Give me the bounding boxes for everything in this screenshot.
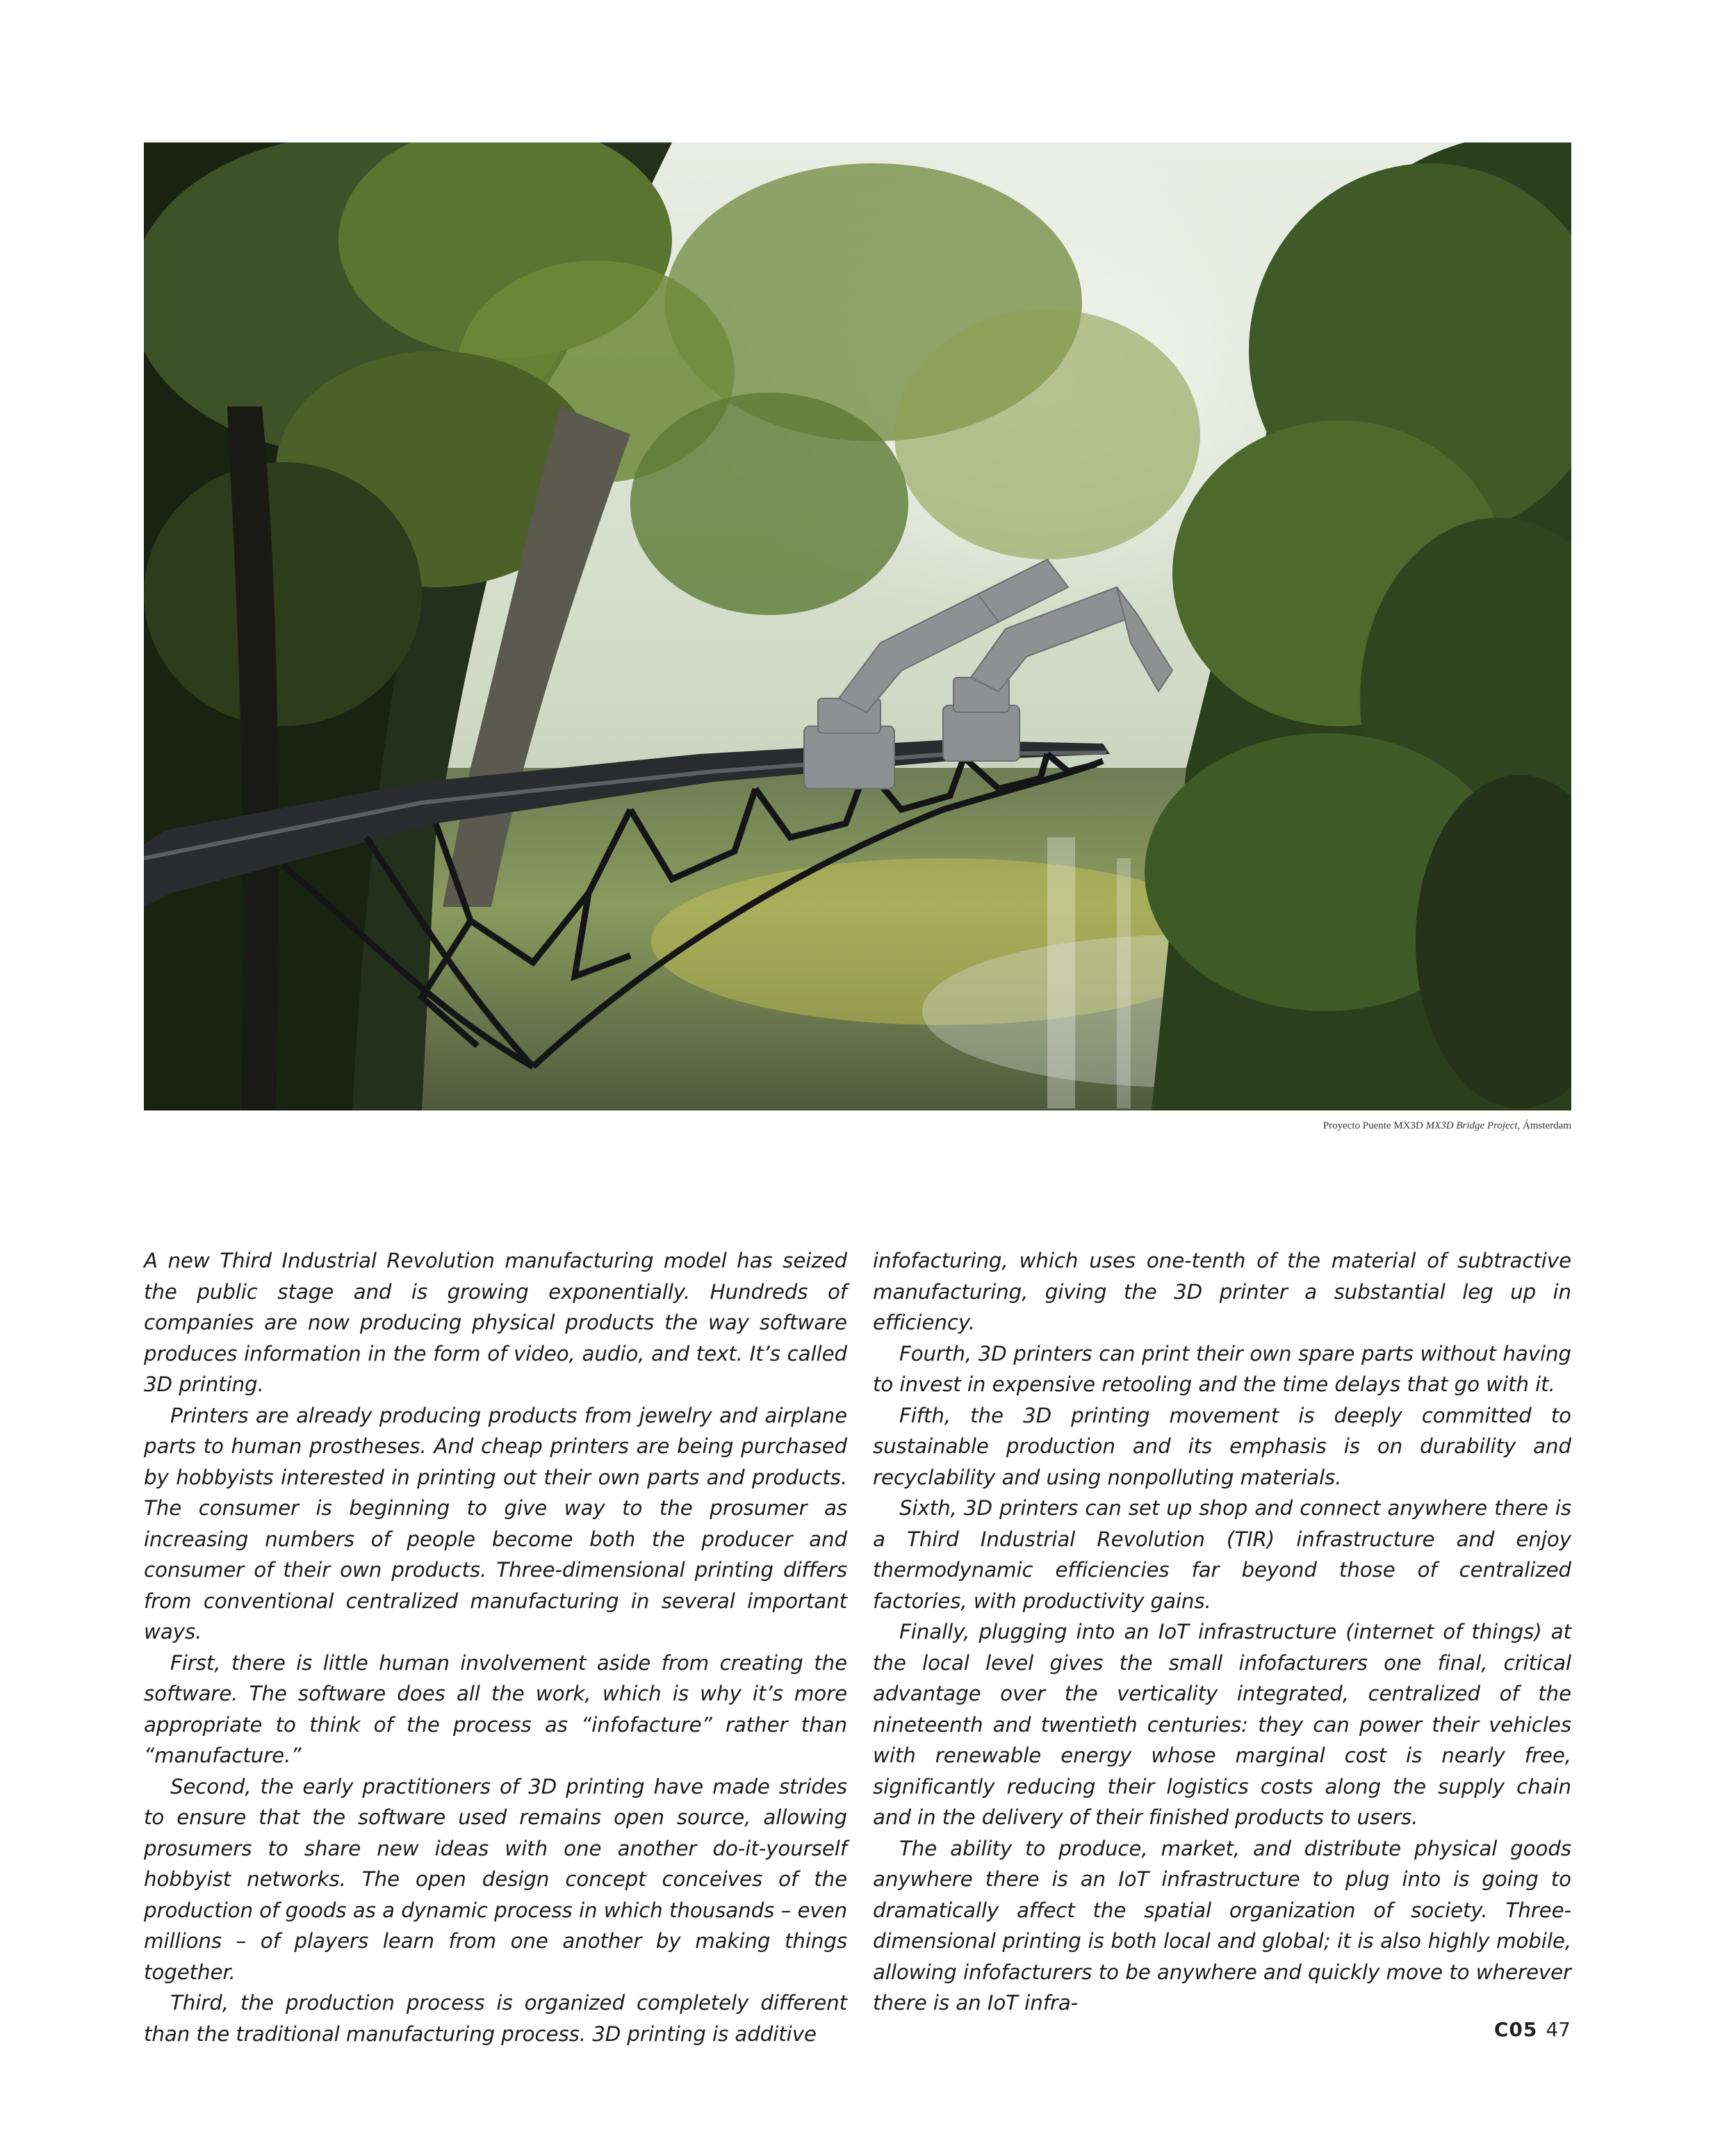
paragraph: Third, the production process is organized completely different than the traditional manufacturing process. 3D printing is additive [144, 1991, 847, 2046]
page-number: 47 [1546, 2018, 1571, 2041]
caption-prefix: Proyecto Puente MX3D [1323, 1120, 1426, 1131]
page-folio [1494, 2018, 1571, 2041]
photo-caption [1323, 1120, 1571, 1132]
paragraph: Fourth, 3D printers can print their own spare parts without having to invest in expensive retooling and the time delays that go with it. [873, 1341, 1571, 1396]
paragraph: Sixth, 3D printers can set up shop and connect anywhere there is a Third Industrial Revolution (TIR) infrastructure and enjoy thermodynamic efficiencies far beyond those of centralized factories, with productivity gains. [873, 1496, 1571, 1613]
paragraph: Fifth, the 3D printing movement is deeply committed to sustainable production and its emphasis is on durability and recyclability and using nonpolluting materials. [873, 1403, 1571, 1489]
paragraph: Second, the early practitioners of 3D printing have made strides to ensure that the software used remains open source, allowing prosumers to share new ideas with one another do-it-yourself hobbyist networks. The open design concept conceives of the production of goods as a dynamic process in which thousands – even millions – of players learn from one another by making things together. [144, 1774, 847, 1984]
bridge-photo [144, 142, 1571, 1110]
paragraph: A new Third Industrial Revolution manufacturing model has seized the public stage and is growing exponentially. Hundreds of companies are now producing physical products the way software produces information in the form of video, audio, and text. It’s called 3D printing. [144, 1249, 847, 1396]
paragraph: infofacturing, which uses one-tenth of the material of subtractive manufacturing, giving the 3D printer a substantial leg up in efficiency. [873, 1249, 1571, 1334]
paragraph: First, there is little human involvement aside from creating the software. The software does all the work, which is why it’s more appropriate to think of the process as “infofacture” rather than “manufacture.” [144, 1650, 847, 1767]
article-column-right [873, 1245, 1571, 2019]
chapter-number: C05 [1493, 2018, 1538, 2041]
article-column-left [144, 1245, 847, 2049]
caption-suffix: , Ámsterdam [1517, 1120, 1571, 1131]
paragraph: Printers are already producing products from jewelry and airplane parts to human prostheses. And cheap printers are being purchased by hobbyists interested in printing out their own parts and products. The consumer is beginning to give way to the prosumer as increasing numbers of people become both the producer and consumer of their own products. Three-dimensional printing differs from conventional centralized manufacturing in several important ways. [144, 1403, 847, 1643]
paragraph: The ability to produce, market, and distribute physical goods anywhere there is an IoT infrastructure to plug into is going to dramatically affect the spatial organization of society. Three-dimensional printing is both local and global; it is also highly mobile, allowing infofacturers to be anywhere and quickly move to wherever there is an IoT infra- [873, 1836, 1571, 2015]
paragraph: Finally, plugging into an IoT infrastructure (internet of things) at the local level gives the small infofacturers one final, critical advantage over the verticality integrated, centralized of the nineteenth and twentieth centuries: they can power their vehicles with renewable energy whose marginal cost is nearly free, significantly reducing their logistics costs along the supply chain and in the delivery of their finished products to users. [873, 1620, 1571, 1829]
caption-italic-title: MX3D Bridge Project [1425, 1120, 1518, 1131]
